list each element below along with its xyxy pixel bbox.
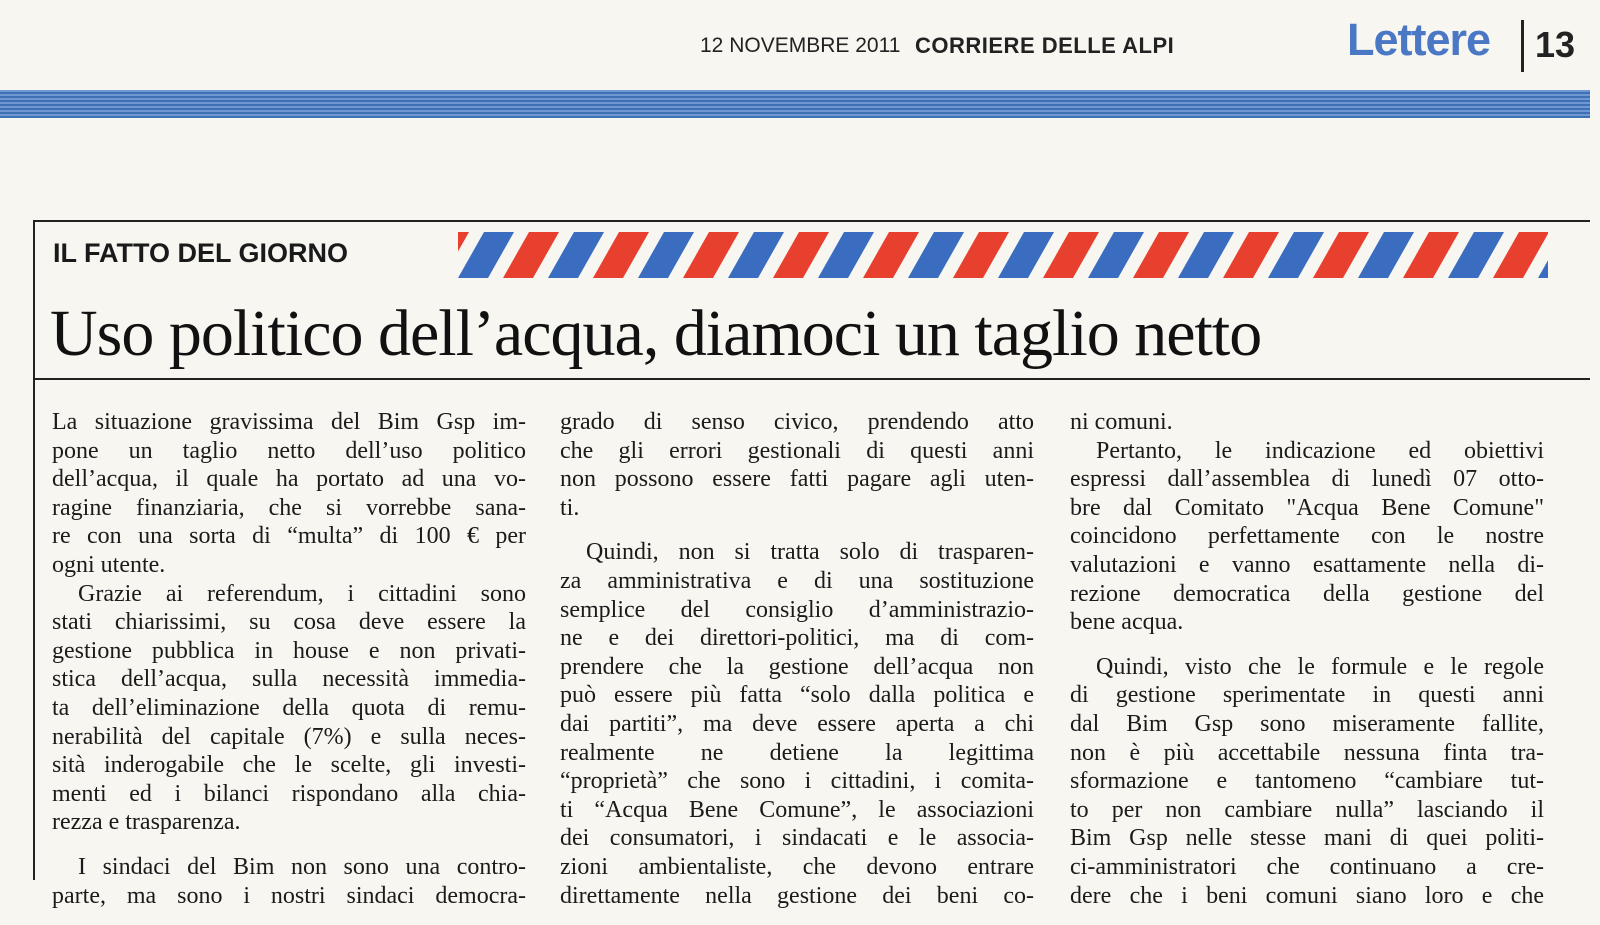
body-line: ti. bbox=[560, 494, 580, 521]
body-line: menti ed i bilanci rispondano alla chia- bbox=[52, 780, 526, 807]
body-line: dai partiti”, ma deve essere aperta a chi bbox=[560, 710, 1034, 737]
body-line: realmente ne detiene la legittima bbox=[560, 739, 1034, 766]
body-line: ni comuni. bbox=[1070, 409, 1173, 435]
body-line: stica dell’acqua, sulla necessità immedia- bbox=[52, 666, 526, 693]
body-line: non è più accettabile nessuna finta tra- bbox=[1070, 739, 1544, 766]
headline-rule bbox=[33, 378, 1590, 380]
body-line: dal Bim Gsp sono miseramente fallite, bbox=[1070, 710, 1544, 737]
masthead-paper-name: CORRIERE DELLE ALPI bbox=[915, 33, 1175, 58]
body-line: za amministrativa e di una sostituzione bbox=[560, 567, 1034, 594]
article-headline: Uso politico dell’acqua, diamoci un taglio netto bbox=[50, 297, 1262, 370]
section-divider bbox=[1521, 20, 1524, 72]
body-line: ragine finanziaria, che si vorrebbe sana- bbox=[52, 494, 526, 521]
body-line: dere che i beni comuni siano loro e che bbox=[1070, 882, 1544, 909]
article-kicker: IL FATTO DEL GIORNO bbox=[53, 238, 349, 268]
body-line: di gestione sperimentate in questi anni bbox=[1070, 682, 1544, 709]
body-line: ti “Acqua Bene Comune”, le associazioni bbox=[560, 796, 1034, 823]
body-line: parte, ma sono i nostri sindaci democra- bbox=[52, 882, 526, 909]
body-line: ogni utente. bbox=[52, 551, 166, 578]
body-line: gestione pubblica in house e non privati- bbox=[52, 637, 526, 664]
body-line: La situazione gravissima del Bim Gsp im- bbox=[52, 409, 526, 435]
body-line: re con una sorta di “multa” di 100 € per bbox=[52, 523, 526, 550]
body-line: Quindi, non si tratta solo di trasparen- bbox=[586, 539, 1034, 566]
article-column-1 bbox=[52, 408, 526, 909]
body-line: ne e dei direttori-politici, ma di com- bbox=[560, 625, 1034, 652]
article-column-3 bbox=[1070, 408, 1544, 909]
body-line: nerabilità del capitale (7%) e sulla neces- bbox=[52, 723, 526, 750]
article-column-2 bbox=[560, 408, 1034, 909]
article-frame-left-rule bbox=[33, 220, 35, 880]
body-line: bre dal Comitato "Acqua Bene Comune" bbox=[1070, 494, 1544, 521]
body-line: ta dell’eliminazione della quota di remu- bbox=[52, 694, 526, 721]
body-line: sità inderogabile che le scelte, gli investi- bbox=[52, 752, 526, 779]
body-line: ci-amministratori che continuano a cre- bbox=[1070, 853, 1544, 880]
body-line: che gli errori gestionali di questi anni bbox=[560, 437, 1034, 464]
body-line: valutazioni e vanno esattamente nella di- bbox=[1070, 551, 1544, 578]
body-line: semplice del consiglio d’amministrazio- bbox=[560, 596, 1034, 623]
page-number: 13 bbox=[1535, 24, 1576, 65]
body-line: to per non cambiare nulla” lasciando il bbox=[1070, 796, 1544, 823]
body-line: Bim Gsp nelle stesse mani di quei politi- bbox=[1070, 825, 1544, 852]
article-frame-top-rule bbox=[33, 220, 1590, 222]
masthead-date: 12 NOVEMBRE 2011 bbox=[700, 34, 901, 57]
body-line: coincidono perfettamente con le nostre bbox=[1070, 523, 1544, 550]
body-line: “proprietà” che sono i cittadini, i comita- bbox=[560, 768, 1034, 795]
body-line: dei consumatori, i sindacati e le associa- bbox=[560, 825, 1034, 852]
top-color-band bbox=[0, 90, 1590, 118]
body-line: rezza e trasparenza. bbox=[52, 809, 241, 836]
body-line: può essere più fatta “solo dalla politica e bbox=[560, 682, 1034, 709]
body-line: zioni ambientaliste, che devono entrare bbox=[560, 853, 1034, 880]
body-line: bene acqua. bbox=[1070, 609, 1184, 636]
body-line: prendere che la gestione dell’acqua non bbox=[560, 653, 1034, 680]
body-line: Quindi, visto che le formule e le regole bbox=[1096, 653, 1544, 680]
body-line: I sindaci del Bim non sono una contro- bbox=[78, 853, 526, 880]
airmail-stripe-banner bbox=[458, 232, 1548, 278]
body-line: sformazione e tantomeno “cambiare tut- bbox=[1070, 768, 1544, 795]
body-line: Pertanto, le indicazione ed obiettivi bbox=[1096, 437, 1544, 464]
body-line: Grazie ai referendum, i cittadini sono bbox=[78, 580, 526, 607]
body-line: pone un taglio netto dell’uso politico bbox=[52, 437, 526, 464]
section-name: Lettere bbox=[1347, 14, 1491, 65]
body-line: stati chiarissimi, su cosa deve essere la bbox=[52, 609, 526, 636]
body-line: dell’acqua, il quale ha portato ad una vo- bbox=[52, 466, 526, 493]
body-line: espressi dall’assemblea di lunedì 07 otto- bbox=[1070, 466, 1544, 493]
body-line: direttamente nella gestione dei beni co- bbox=[560, 882, 1034, 909]
body-line: rezione democratica della gestione del bbox=[1070, 580, 1544, 607]
body-line: grado di senso civico, prendendo atto bbox=[560, 409, 1034, 435]
body-line: non possono essere fatti pagare agli uten- bbox=[560, 466, 1034, 493]
